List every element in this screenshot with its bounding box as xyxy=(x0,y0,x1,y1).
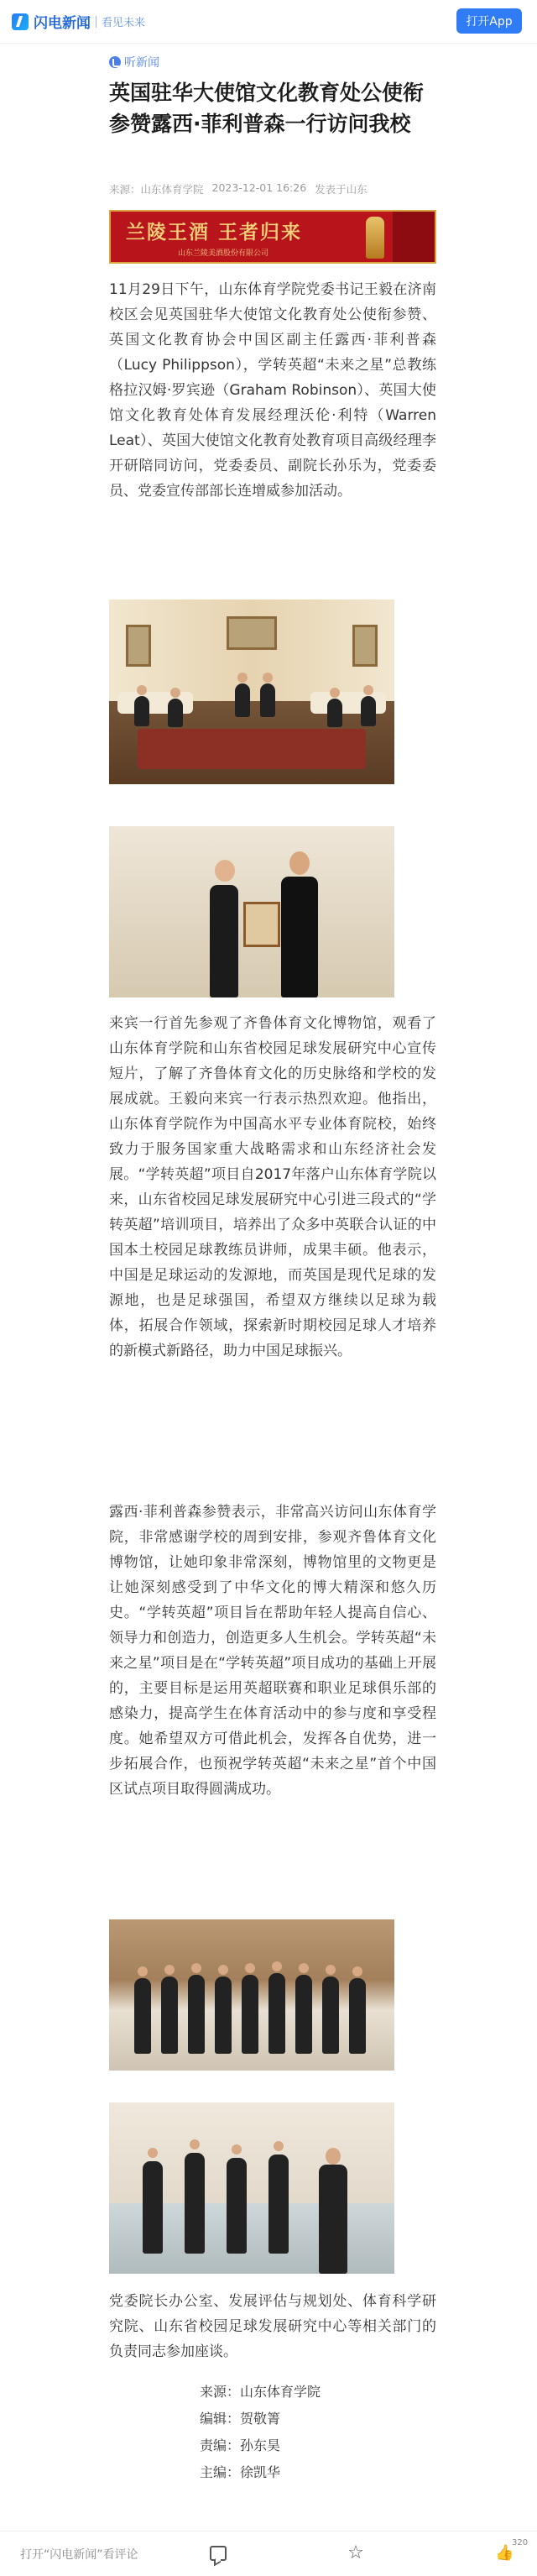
banner-stripe xyxy=(393,212,435,264)
meta-source: 来源：山东体育学院 xyxy=(109,183,204,196)
star-icon[interactable]: ☆ xyxy=(347,2542,364,2563)
article-paragraph-4: 党委院长办公室、发展评估与规划处、体育科学研究院、山东省校园足球发展研究中心等相关部门的负责同志参加座谈。 xyxy=(109,2293,436,2360)
like-count: 320 xyxy=(512,2538,529,2547)
comment-icon[interactable] xyxy=(210,2546,227,2561)
liquor-bottle-icon xyxy=(366,217,384,259)
photo-museum-visit xyxy=(109,2102,394,2274)
article-paragraph-1: 11月29日下午，山东体育学院党委书记王毅在济南校区会见英国驻华大使馆文化教育处公使衔参赞、英国文化教育协会中国区副主任露西·菲利普森（Lucy Philippson），学转英超“未来之星”总教练格拉汉姆·罗宾逊（Graham Robinson）、英国大使馆文化教育处体育发展经理沃伦·利特（Warren Leat）、英国大使馆文化教育处教育项目高级经理李开研陪同访问，党委委员、副院长孙乐为，党委委员、党委宣传部部长连增威参加活动。 xyxy=(109,281,436,500)
listen-news-label: 听新闻 xyxy=(124,56,159,70)
ad-banner[interactable] xyxy=(109,210,436,264)
top-bar xyxy=(0,0,537,44)
article-paragraph-3: 露西·菲利普森参赞表示，非常高兴访问山东体育学院，非常感谢学校的周到安排，参观齐鲁体育文化博物馆，让她印象非常深刻，博物馆里的文物更是让她深刻感受到了中华文化的博大精深和悠久历史。“学转英超”项目旨在帮助年轻人提高自信心、领导力和创造力，创造更多人生机会。学转英超“未来之星”项目是在“学转英超”项目成功的基础上开展的，主要目标是运用英超联赛和职业足球俱乐部的感染力，提高学生在体育活动中的参与度和享受程度。她希望双方可借此机会，发挥各自优势，进一步拓展合作，也预祝学转英超“未来之星”首个中国区试点项目取得圆满成功。 xyxy=(109,1504,436,1798)
credit-source: 来源：山东体育学院 xyxy=(200,2384,321,2400)
photo-meeting-room xyxy=(109,599,394,784)
meta-place: 发表于山东 xyxy=(315,183,368,196)
credit-duty-editor: 责编：孙东昊 xyxy=(200,2437,281,2453)
article-paragraph-2: 来宾一行首先参观了齐鲁体育文化博物馆，观看了山东体育学院和山东省校园足球发展研究中心宣传短片，了解了齐鲁体育文化的历史脉络和学校的发展成就。王毅向来宾一行表示热烈欢迎。他指出，山东体育学院作为中国高水平专业体育院校，始终致力于服务国家重大战略需求和山东经济社会发展。“学转英超”项目自2017年落户山东体育学院以来，山东省校园足球发展研究中心引进三段式的“学转英超”培训项目，培养出了众多中英联合认证的中国本土校园足球教练员讲师，成果丰硕。他表示，中国是足球运动的发源地，而英国是现代足球的发源地，也是足球强国，希望双方继续以足球为载体，拓展合作领域，探索新时期校园足球人才培养的新模式新路径，助力中国足球振兴。 xyxy=(109,1015,436,1359)
credit-editor: 编辑：贺敬箐 xyxy=(200,2411,281,2427)
brand-name: 闪电新闻 xyxy=(34,15,91,32)
headphone-icon xyxy=(109,56,121,68)
meta-time: 2023-12-01 16:26 xyxy=(211,181,307,194)
banner-company: 山东兰陵美酒股份有限公司 xyxy=(178,249,269,258)
brand-slogan: 看见未来 xyxy=(102,17,146,29)
brand-logo[interactable] xyxy=(12,11,145,32)
thumbs-up-icon[interactable]: 👍 xyxy=(495,2544,514,2562)
lightning-logo-icon xyxy=(12,13,29,30)
bottom-action-bar xyxy=(0,2531,537,2576)
credit-chief-editor: 主编：徐凯华 xyxy=(200,2464,281,2480)
open-app-button[interactable]: 打开App xyxy=(456,8,522,34)
article-meta xyxy=(109,181,368,196)
photo-gift-exchange xyxy=(109,826,394,997)
comment-prompt[interactable]: 打开“闪电新闻”看评论 xyxy=(20,2548,138,2562)
article-title: 英国驻华大使馆文化教育处公使衔参赞露西·菲利普森一行访问我校 xyxy=(109,81,425,136)
banner-headline: 兰陵王酒 王者归来 xyxy=(126,222,303,243)
listen-news-button[interactable] xyxy=(109,54,159,71)
photo-group-museum xyxy=(109,1919,394,2071)
